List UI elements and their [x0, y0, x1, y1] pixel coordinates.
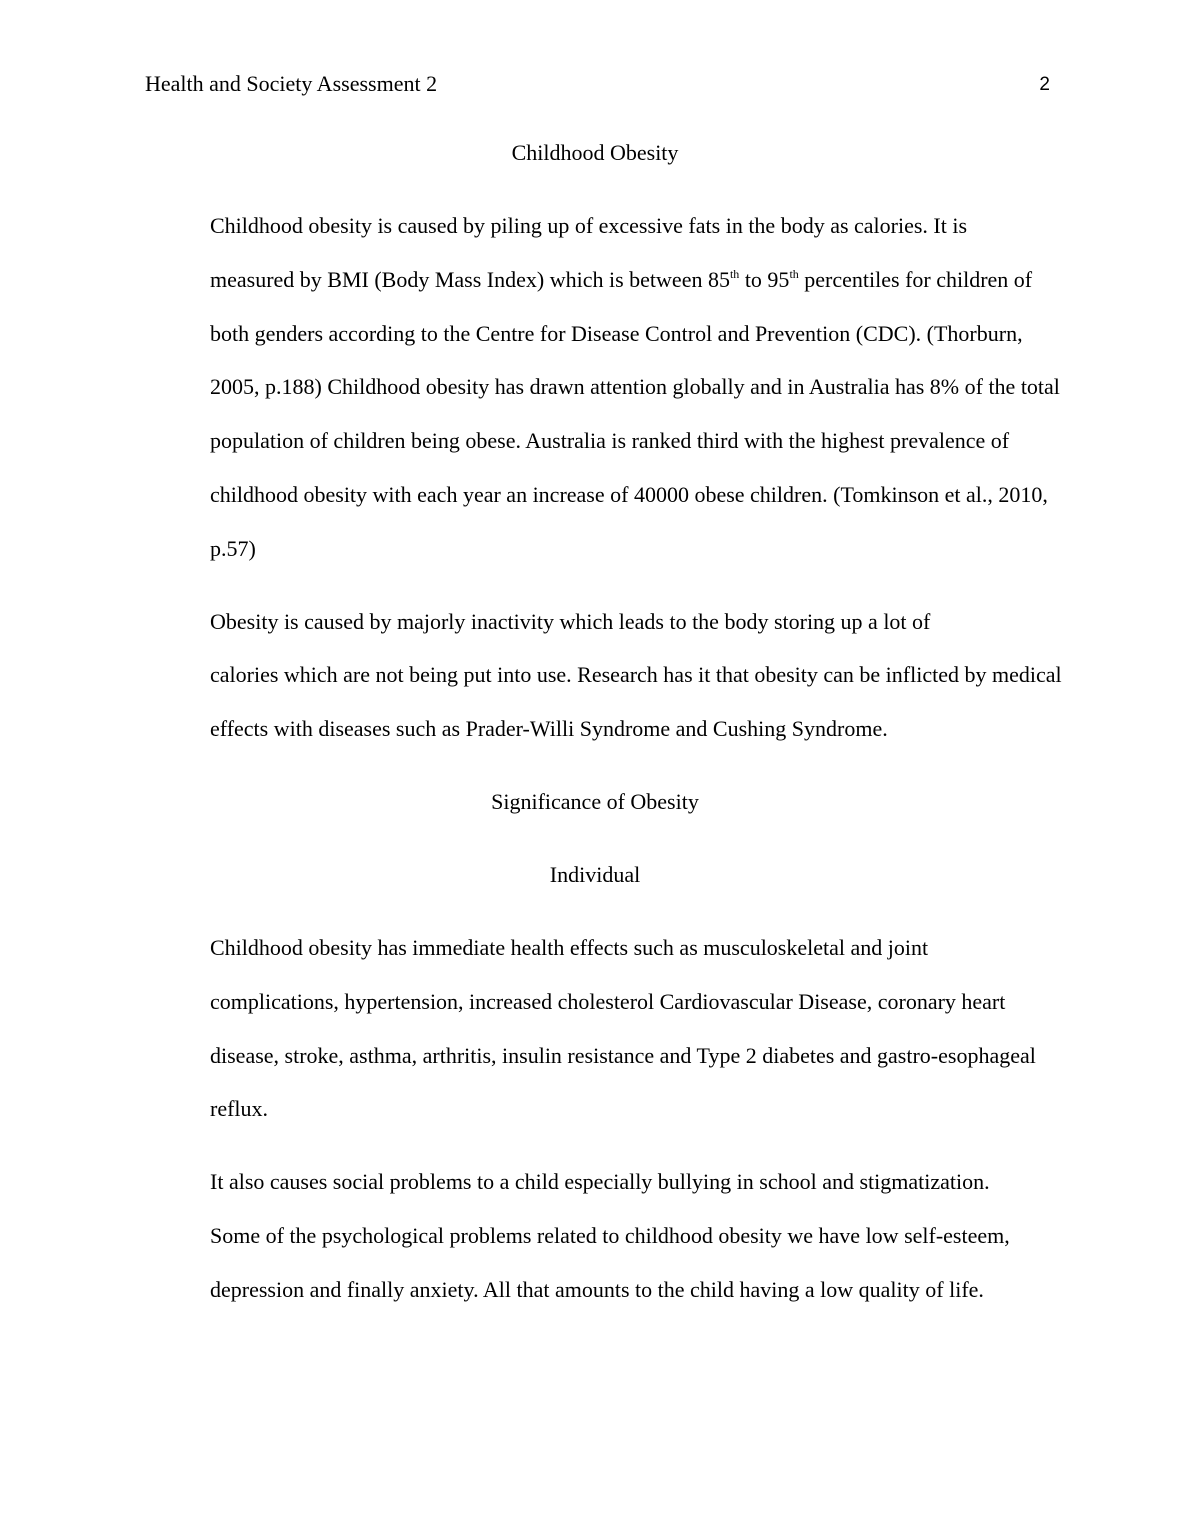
paragraph-health-effects — [140, 921, 1050, 1136]
text-run: to 95 — [739, 266, 790, 292]
paragraph-line: 2005, p.188) Childhood obesity has drawn attention globally and in Australia has 8% of the total — [210, 374, 1060, 400]
paragraph-line: Childhood obesity is caused by piling up of excessive fats in the body as calories. It is — [210, 213, 968, 238]
text-run: measured by BMI (Body Mass Index) which is between 85 — [210, 266, 730, 292]
paragraph-line: p.57) — [210, 535, 256, 561]
document-title: Childhood Obesity — [511, 140, 679, 165]
paragraph-line: childhood obesity with each year an increase of 40000 obese children. (Tomkinson et al., 2010, — [210, 481, 1048, 507]
paragraph-line — [140, 253, 1050, 307]
paragraph-line: depression and finally anxiety. All that amounts to the child having a low quality of life. — [210, 1276, 984, 1302]
ordinal-superscript: th — [789, 266, 799, 281]
paragraph-line: both genders according to the Centre for Disease Control and Prevention (CDC). (Thorburn, — [210, 320, 1023, 346]
paragraph-line: population of children being obese. Australia is ranked third with the highest prevalence of — [210, 428, 1010, 454]
paragraph-social-effects — [140, 1155, 1050, 1316]
page-number: 2 — [1039, 74, 1050, 95]
subsection-heading-individual: Individual — [549, 861, 641, 887]
paragraph-line: It also causes social problems to a child especially bullying in school and stigmatization. — [210, 1169, 990, 1195]
paragraph-definition — [140, 199, 1060, 576]
paragraph-line: disease, stroke, asthma, arthritis, insulin resistance and Type 2 diabetes and gastro-esophageal — [210, 1042, 1036, 1068]
paragraph-line: complications, hypertension, increased cholesterol Cardiovascular Disease, coronary heart — [210, 988, 1006, 1014]
section-heading-significance: Significance of Obesity — [491, 788, 699, 814]
paragraph-line: reflux. — [210, 1096, 269, 1122]
text-run: percentiles for children of — [798, 266, 1033, 292]
paragraph-line: effects with diseases such as Prader-Willi Syndrome and Cushing Syndrome. — [210, 716, 888, 742]
paragraph-line: calories which are not being put into use. Research has it that obesity can be inflicted by medical — [210, 662, 1062, 688]
ordinal-superscript: th — [729, 266, 740, 281]
paragraph-line: Childhood obesity has immediate health effects such as musculoskeletal and joint — [210, 934, 929, 960]
document-body — [140, 126, 1062, 1336]
paragraph-causes — [140, 595, 1062, 756]
paragraph-line: Some of the psychological problems related to childhood obesity we have low self-esteem, — [210, 1222, 1010, 1248]
paragraph-line: Obesity is caused by majorly inactivity which leads to the body storing up a lot of — [210, 608, 931, 634]
running-head: Health and Society Assessment 2 — [145, 71, 438, 96]
